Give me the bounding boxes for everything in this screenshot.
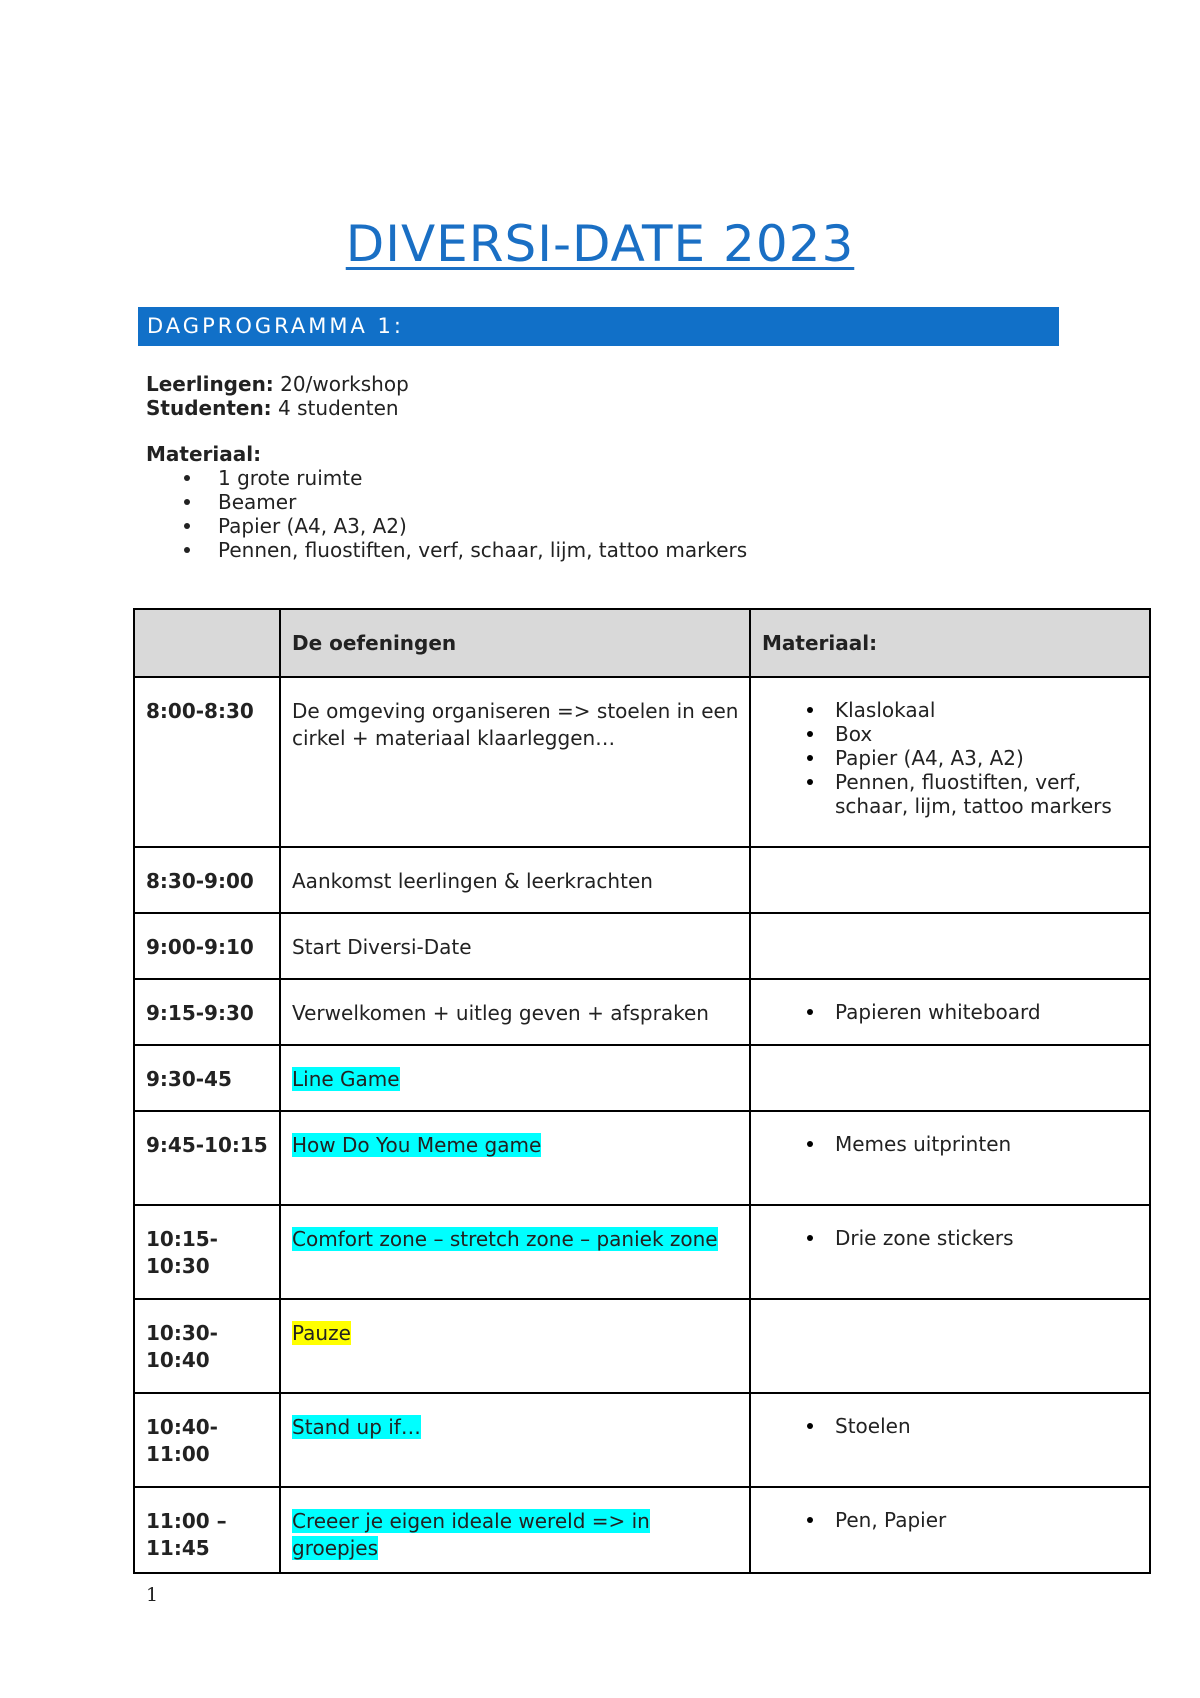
list-item: Papieren whiteboard bbox=[762, 1000, 1139, 1024]
list-item: Box bbox=[762, 722, 1139, 746]
leerlingen-value: 20/workshop bbox=[273, 372, 409, 396]
materials-cell bbox=[750, 1111, 1150, 1205]
table-row bbox=[134, 847, 1150, 913]
activity-cell: Verwelkomen + uitleg geven + afspraken bbox=[280, 979, 750, 1045]
list-item: Drie zone stickers bbox=[762, 1226, 1139, 1250]
leerlingen-label: Leerlingen: bbox=[146, 372, 274, 396]
table-row bbox=[134, 1393, 1150, 1487]
time-cell: 9:30-45 bbox=[134, 1045, 280, 1111]
activity-cell bbox=[280, 1045, 750, 1111]
time-cell: 10:15-10:30 bbox=[134, 1205, 280, 1299]
activity-cell bbox=[280, 1487, 750, 1573]
activity-cell: Aankomst leerlingen & leerkrachten bbox=[280, 847, 750, 913]
list-item: Beamer bbox=[146, 490, 747, 514]
list-item: 1 grote ruimte bbox=[146, 466, 747, 490]
time-cell: 9:15-9:30 bbox=[134, 979, 280, 1045]
highlighted-activity: Stand up if… bbox=[292, 1415, 421, 1439]
highlighted-activity: Creeer je eigen ideale wereld => in groepjes bbox=[292, 1509, 650, 1560]
section-banner: DAGPROGRAMMA 1: bbox=[138, 307, 1059, 346]
time-cell: 10:40-11:00 bbox=[134, 1393, 280, 1487]
materials-cell bbox=[750, 677, 1150, 847]
time-cell: 8:00-8:30 bbox=[134, 677, 280, 847]
highlighted-activity: Pauze bbox=[292, 1321, 351, 1345]
highlighted-activity: Comfort zone – stretch zone – paniek zone bbox=[292, 1227, 718, 1251]
table-row bbox=[134, 1045, 1150, 1111]
activity-cell: Start Diversi-Date bbox=[280, 913, 750, 979]
activity-cell bbox=[280, 1205, 750, 1299]
table-row bbox=[134, 979, 1150, 1045]
studenten-value: 4 studenten bbox=[271, 396, 399, 420]
materials-cell bbox=[750, 847, 1150, 913]
time-cell: 9:45-10:15 bbox=[134, 1111, 280, 1205]
studenten-line bbox=[146, 396, 747, 420]
materials-cell bbox=[750, 1487, 1150, 1573]
materiaal-heading: Materiaal: bbox=[146, 442, 262, 466]
leerlingen-line bbox=[146, 372, 747, 396]
activity-cell bbox=[280, 1111, 750, 1205]
list-item: Papier (A4, A3, A2) bbox=[146, 514, 747, 538]
list-item: Klaslokaal bbox=[762, 698, 1139, 722]
table-row bbox=[134, 677, 1150, 847]
activity-cell: De omgeving organiseren => stoelen in een cirkel + materiaal klaarleggen… bbox=[280, 677, 750, 847]
materials-cell bbox=[750, 1205, 1150, 1299]
list-item: Memes uitprinten bbox=[762, 1132, 1139, 1156]
table-row bbox=[134, 1487, 1150, 1573]
activity-cell bbox=[280, 1299, 750, 1393]
highlighted-activity: Line Game bbox=[292, 1067, 400, 1091]
materials-cell bbox=[750, 1299, 1150, 1393]
table-row bbox=[134, 1205, 1150, 1299]
program-table bbox=[133, 608, 1151, 1574]
header-exercises: De oefeningen bbox=[280, 609, 750, 677]
time-cell: 11:00 – 11:45 bbox=[134, 1487, 280, 1573]
info-block bbox=[146, 372, 747, 562]
materials-cell bbox=[750, 913, 1150, 979]
time-cell: 8:30-9:00 bbox=[134, 847, 280, 913]
time-cell: 10:30-10:40 bbox=[134, 1299, 280, 1393]
header-time bbox=[134, 609, 280, 677]
studenten-label: Studenten: bbox=[146, 396, 272, 420]
table-header-row bbox=[134, 609, 1150, 677]
time-cell: 9:00-9:10 bbox=[134, 913, 280, 979]
document-title: DIVERSI-DATE 2023 bbox=[345, 215, 855, 273]
materials-cell bbox=[750, 979, 1150, 1045]
list-item: Stoelen bbox=[762, 1414, 1139, 1438]
list-item: Pennen, fluostiften, verf, schaar, lijm, tattoo markers bbox=[762, 770, 1139, 818]
table-row bbox=[134, 1111, 1150, 1205]
list-item: Pen, Papier bbox=[762, 1508, 1139, 1532]
header-materials: Materiaal: bbox=[750, 609, 1150, 677]
list-item: Pennen, fluostiften, verf, schaar, lijm, tattoo markers bbox=[146, 538, 747, 562]
table-row bbox=[134, 1299, 1150, 1393]
highlighted-activity: How Do You Meme game bbox=[292, 1133, 542, 1157]
materials-cell bbox=[750, 1393, 1150, 1487]
page-number: 1 bbox=[146, 1584, 159, 1606]
materiaal-list bbox=[146, 466, 747, 562]
list-item: Papier (A4, A3, A2) bbox=[762, 746, 1139, 770]
activity-cell bbox=[280, 1393, 750, 1487]
materials-cell bbox=[750, 1045, 1150, 1111]
table-row bbox=[134, 913, 1150, 979]
